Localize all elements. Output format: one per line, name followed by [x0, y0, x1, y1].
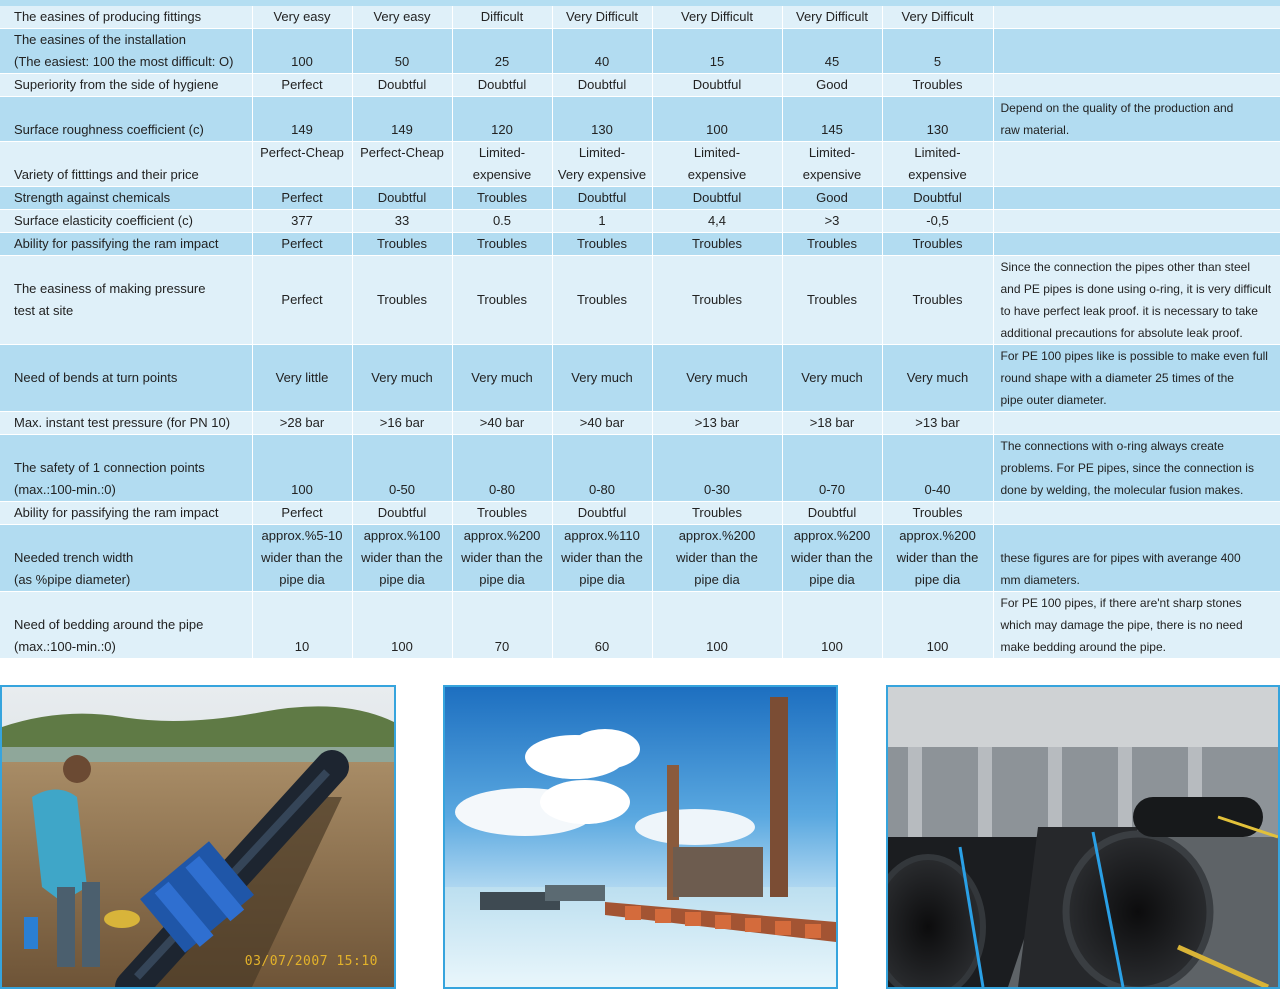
cell-line: Need of bends at turn points — [14, 370, 178, 385]
cell-line: approx.%5-10 — [261, 528, 343, 543]
value-cell — [552, 525, 652, 592]
value-cell: 0-80 — [452, 435, 552, 502]
cell-line: wider than the — [261, 550, 343, 565]
cell-line: approx.%200 — [678, 528, 756, 543]
cell-line: raw material. — [1000, 123, 1070, 137]
value-cell: Good — [782, 74, 882, 97]
row-label — [0, 29, 252, 74]
note-cell — [993, 6, 1280, 29]
value-cell: Very Difficult — [652, 6, 782, 29]
note-cell — [993, 345, 1280, 412]
value-cell: 0-80 — [552, 435, 652, 502]
row-label — [0, 74, 252, 97]
value-cell — [882, 142, 993, 187]
cell-line: problems. For PE pipes, since the connection is — [1000, 461, 1254, 475]
value-cell — [882, 525, 993, 592]
value-cell: Very much — [882, 345, 993, 412]
value-cell: >16 bar — [352, 412, 452, 435]
table-row — [0, 29, 1280, 74]
row-label — [0, 345, 252, 412]
value-cell: 40 — [552, 29, 652, 74]
cell-line: Limited- — [914, 145, 961, 160]
cell-line: (max.:100-min.:0) — [14, 639, 116, 654]
value-cell: Troubles — [652, 256, 782, 345]
value-cell: 100 — [252, 435, 352, 502]
value-cell: 120 — [452, 97, 552, 142]
value-cell: Very little — [252, 345, 352, 412]
value-cell: Troubles — [882, 233, 993, 256]
row-label — [0, 210, 252, 233]
value-cell: Troubles — [882, 74, 993, 97]
value-cell: 130 — [552, 97, 652, 142]
value-cell: >13 bar — [882, 412, 993, 435]
cell-line: Perfect-Cheap — [360, 145, 444, 160]
cell-line: The safety of 1 connection points — [14, 460, 205, 475]
cell-line: Superiority from the side of hygiene — [14, 77, 219, 92]
cell-line: pipe dia — [579, 572, 625, 587]
note-cell — [993, 256, 1280, 345]
value-cell: >28 bar — [252, 412, 352, 435]
cell-line: Need of bedding around the pipe — [14, 617, 204, 632]
note-cell — [993, 97, 1280, 142]
value-cell: Very Difficult — [552, 6, 652, 29]
cell-line: expensive — [802, 167, 862, 182]
value-cell: 4,4 — [652, 210, 782, 233]
value-cell: Troubles — [452, 256, 552, 345]
value-cell: 0-40 — [882, 435, 993, 502]
cell-line: Limited- — [808, 145, 856, 160]
note-cell — [993, 142, 1280, 187]
cell-line: The easines of producing fittings — [14, 9, 202, 24]
cell-line: approx.%200 — [463, 528, 541, 543]
cell-line: Limited- — [578, 145, 626, 160]
note-cell — [993, 502, 1280, 525]
value-cell — [252, 525, 352, 592]
cell-line: wider than the — [461, 550, 543, 565]
row-label — [0, 525, 252, 592]
value-cell: 70 — [452, 592, 552, 659]
cell-line: Surface roughness coefficient (c) — [14, 122, 204, 137]
value-cell — [452, 525, 552, 592]
value-cell: >40 bar — [552, 412, 652, 435]
value-cell: Very much — [352, 345, 452, 412]
cell-line: pipe dia — [809, 572, 855, 587]
value-cell: Doubtful — [352, 187, 452, 210]
table-row — [0, 74, 1280, 97]
value-cell: Doubtful — [452, 74, 552, 97]
cell-line: (The easiest: 100 the most difficult: O) — [14, 54, 234, 69]
cell-line: pipe dia — [279, 572, 325, 587]
row-label — [0, 187, 252, 210]
cell-line: Limited- — [478, 145, 526, 160]
cell-line: Surface elasticity coefficient (c) — [14, 213, 193, 228]
cell-line: make bedding around the pipe. — [1000, 640, 1166, 654]
trench-illustration — [2, 687, 394, 987]
row-label — [0, 435, 252, 502]
value-cell: 45 — [782, 29, 882, 74]
row-label — [0, 502, 252, 525]
cell-line: Perfect-Cheap — [260, 145, 344, 160]
value-cell — [652, 142, 782, 187]
cell-line: mm diameters. — [1000, 573, 1080, 587]
value-cell: >40 bar — [452, 412, 552, 435]
value-cell: Perfect — [252, 233, 352, 256]
note-cell — [993, 29, 1280, 74]
factory-illustration — [888, 687, 1278, 987]
value-cell: Perfect — [252, 187, 352, 210]
value-cell: 0-70 — [782, 435, 882, 502]
value-cell: Troubles — [452, 502, 552, 525]
cell-line: Needed trench width — [14, 550, 134, 565]
value-cell: 100 — [352, 592, 452, 659]
value-cell: Doubtful — [552, 187, 652, 210]
note-cell — [993, 412, 1280, 435]
value-cell: Very easy — [352, 6, 452, 29]
value-cell: 60 — [552, 592, 652, 659]
table-row — [0, 592, 1280, 659]
cell-line: test at site — [14, 303, 74, 318]
table-row — [0, 345, 1280, 412]
value-cell: Doubtful — [552, 502, 652, 525]
value-cell: -0,5 — [882, 210, 993, 233]
value-cell: Good — [782, 187, 882, 210]
cell-line: pipe dia — [479, 572, 525, 587]
value-cell: 25 — [452, 29, 552, 74]
value-cell: 0-50 — [352, 435, 452, 502]
cell-line: expensive — [472, 167, 532, 182]
cell-line: pipe dia — [379, 572, 425, 587]
value-cell: 100 — [782, 592, 882, 659]
table-row — [0, 6, 1280, 29]
cell-line: The easines of the installation — [14, 32, 186, 47]
value-cell: Doubtful — [652, 74, 782, 97]
cell-line: pipe outer diameter. — [1000, 393, 1107, 407]
photo-marine-pipeline — [443, 685, 838, 989]
note-cell — [993, 592, 1280, 659]
value-cell: Very much — [652, 345, 782, 412]
value-cell: 50 — [352, 29, 452, 74]
value-cell: Troubles — [652, 233, 782, 256]
value-cell: 100 — [252, 29, 352, 74]
table-row — [0, 187, 1280, 210]
note-cell — [993, 210, 1280, 233]
value-cell: 145 — [782, 97, 882, 142]
cell-line: Max. instant test pressure (for PN 10) — [14, 415, 231, 430]
value-cell: Difficult — [452, 6, 552, 29]
cell-line: The connections with o-ring always create — [1000, 439, 1224, 453]
cell-line: pipe dia — [914, 572, 961, 587]
cell-line: approx.%100 — [363, 528, 441, 543]
value-cell: >13 bar — [652, 412, 782, 435]
row-label — [0, 6, 252, 29]
table-row — [0, 502, 1280, 525]
value-cell: Doubtful — [352, 74, 452, 97]
cell-line: Very expensive — [557, 167, 647, 182]
cell-line: wider than the — [676, 550, 758, 565]
value-cell: 10 — [252, 592, 352, 659]
value-cell: Doubtful — [652, 187, 782, 210]
table-row — [0, 97, 1280, 142]
photo-pipe-trench — [0, 685, 396, 989]
value-cell: Troubles — [352, 233, 452, 256]
table-row — [0, 412, 1280, 435]
cell-line: expensive — [687, 167, 747, 182]
value-cell: 1 — [552, 210, 652, 233]
cell-line: Ability for passifying the ram impact — [14, 505, 219, 520]
value-cell: Doubtful — [882, 187, 993, 210]
cell-line: The easiness of making pressure — [14, 281, 206, 296]
value-cell: Troubles — [552, 256, 652, 345]
cell-line: Since the connection the pipes other than steel — [1000, 260, 1251, 274]
value-cell: >3 — [782, 210, 882, 233]
value-cell: 100 — [652, 97, 782, 142]
cell-line: (as %pipe diameter) — [14, 572, 131, 587]
value-cell: Troubles — [882, 502, 993, 525]
cell-line: round shape with a diameter 25 times of the — [1000, 371, 1234, 385]
value-cell — [552, 142, 652, 187]
value-cell: Very much — [452, 345, 552, 412]
pipe-comparison-table — [0, 6, 1280, 659]
note-cell — [993, 525, 1280, 592]
value-cell: Very Difficult — [782, 6, 882, 29]
value-cell: 377 — [252, 210, 352, 233]
cell-line: Variety of fitttings and their price — [14, 167, 199, 182]
table-row — [0, 525, 1280, 592]
value-cell: Perfect — [252, 256, 352, 345]
row-label — [0, 412, 252, 435]
value-cell: >18 bar — [782, 412, 882, 435]
value-cell: Troubles — [782, 256, 882, 345]
cell-line: wider than the — [361, 550, 443, 565]
photo-pipe-factory — [886, 685, 1280, 989]
value-cell: Very much — [552, 345, 652, 412]
value-cell: Troubles — [782, 233, 882, 256]
value-cell: Doubtful — [352, 502, 452, 525]
value-cell: Perfect — [252, 74, 352, 97]
cell-line: Depend on the quality of the production and — [1000, 101, 1234, 115]
value-cell: 100 — [882, 592, 993, 659]
value-cell: Troubles — [452, 187, 552, 210]
row-label — [0, 592, 252, 659]
value-cell: Troubles — [452, 233, 552, 256]
value-cell: 149 — [352, 97, 452, 142]
value-cell — [352, 525, 452, 592]
cell-line: For PE 100 pipes like is possible to make even full — [1000, 349, 1268, 363]
value-cell: Troubles — [652, 502, 782, 525]
value-cell: 149 — [252, 97, 352, 142]
value-cell: Very much — [782, 345, 882, 412]
value-cell: Troubles — [882, 256, 993, 345]
cell-line: (max.:100-min.:0) — [14, 482, 116, 497]
row-label — [0, 142, 252, 187]
cell-line: approx.%200 — [793, 528, 871, 543]
value-cell: Very easy — [252, 6, 352, 29]
value-cell: 0-30 — [652, 435, 782, 502]
value-cell: Troubles — [352, 256, 452, 345]
note-cell — [993, 187, 1280, 210]
value-cell: Very Difficult — [882, 6, 993, 29]
cell-line: Ability for passifying the ram impact — [14, 236, 219, 251]
note-cell — [993, 435, 1280, 502]
value-cell: 5 — [882, 29, 993, 74]
value-cell — [452, 142, 552, 187]
value-cell — [782, 142, 882, 187]
value-cell: 15 — [652, 29, 782, 74]
cell-line: and PE pipes is done using o-ring, it is very difficult — [1000, 282, 1272, 296]
cell-line: these figures are for pipes with averange 400 — [1000, 551, 1241, 565]
value-cell: Troubles — [552, 233, 652, 256]
cell-line: For PE 100 pipes, if there are'nt sharp stones — [1000, 596, 1242, 610]
value-cell: 33 — [352, 210, 452, 233]
value-cell: Doubtful — [782, 502, 882, 525]
table-row — [0, 142, 1280, 187]
value-cell — [782, 525, 882, 592]
table-row — [0, 210, 1280, 233]
row-label — [0, 256, 252, 345]
cell-line: additional precautions for absolute leak proof. — [1000, 326, 1243, 340]
value-cell: 130 — [882, 97, 993, 142]
table-row — [0, 233, 1280, 256]
cell-line: Strength against chemicals — [14, 190, 171, 205]
value-cell — [252, 142, 352, 187]
table-row — [0, 435, 1280, 502]
cell-line: wider than the — [791, 550, 873, 565]
table-row — [0, 256, 1280, 345]
cell-line: wider than the — [561, 550, 643, 565]
cell-line: approx.%200 — [899, 528, 976, 543]
cell-line: Limited- — [693, 145, 741, 160]
cell-line: pipe dia — [694, 572, 740, 587]
cell-line: done by welding, the molecular fusion makes. — [1000, 483, 1244, 497]
note-cell — [993, 74, 1280, 97]
cell-line: to have perfect leak proof. it is necessary to take — [1000, 304, 1258, 318]
note-cell — [993, 233, 1280, 256]
value-cell: Perfect — [252, 502, 352, 525]
cell-line: expensive — [908, 167, 967, 182]
row-label — [0, 97, 252, 142]
value-cell: 100 — [652, 592, 782, 659]
marine-illustration — [445, 687, 836, 987]
cell-line: which may damage the pipe, there is no need — [1000, 618, 1243, 632]
value-cell — [352, 142, 452, 187]
cell-line: approx.%110 — [564, 528, 640, 543]
cell-line: wider than the — [896, 550, 979, 565]
row-label — [0, 233, 252, 256]
value-cell: Doubtful — [552, 74, 652, 97]
value-cell — [652, 525, 782, 592]
value-cell: 0.5 — [452, 210, 552, 233]
photo-date-stamp: 03/07/2007 15:10 — [244, 954, 378, 969]
